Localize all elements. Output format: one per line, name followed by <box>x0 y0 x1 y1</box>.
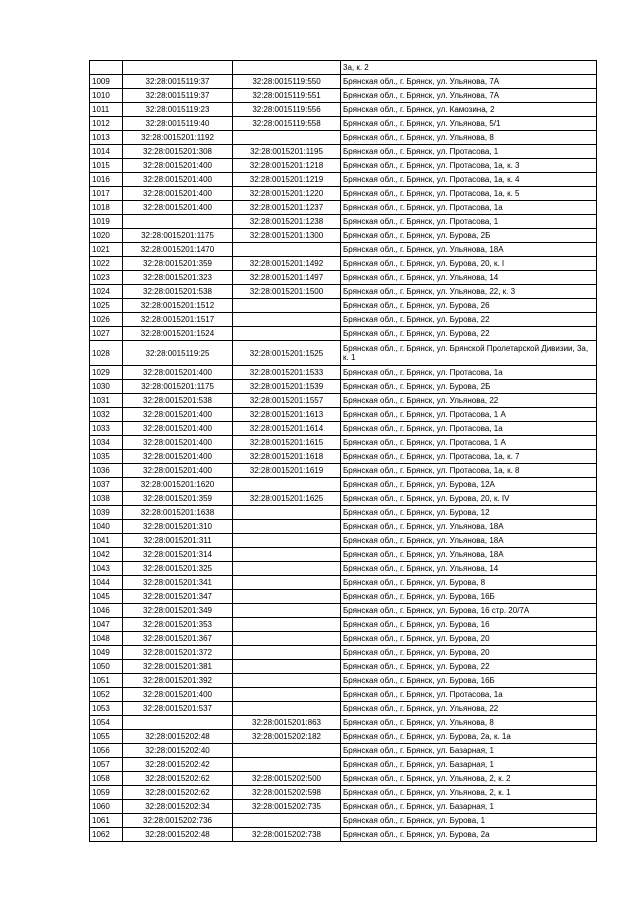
parcel-number-cell: 32:28:0015201:359 <box>123 257 233 271</box>
table-row <box>90 201 597 215</box>
parcel-number-cell: 32:28:0015202:62 <box>123 772 233 786</box>
address-cell: Брянская обл., г. Брянск, ул. Протасова, 1 А <box>341 408 597 422</box>
address-cell: Брянская обл., г. Брянск, ул. Протасова, 1а, к. 4 <box>341 173 597 187</box>
parcel-number-cell: 32:28:0015201:1175 <box>123 380 233 394</box>
parcel-number-cell <box>123 215 233 229</box>
building-number-cell <box>233 478 341 492</box>
row-number-cell: 1034 <box>90 436 123 450</box>
row-number-cell: 1027 <box>90 327 123 341</box>
row-number-cell: 1015 <box>90 159 123 173</box>
table-row <box>90 618 597 632</box>
parcel-number-cell: 32:28:0015201:349 <box>123 604 233 618</box>
row-number-cell: 1057 <box>90 758 123 772</box>
building-number-cell <box>233 327 341 341</box>
building-number-cell: 32:28:0015202:598 <box>233 786 341 800</box>
building-number-cell <box>233 299 341 313</box>
parcel-number-cell: 32:28:0015202:40 <box>123 744 233 758</box>
building-number-cell <box>233 688 341 702</box>
parcel-number-cell: 32:28:0015201:359 <box>123 492 233 506</box>
row-number-cell: 1039 <box>90 506 123 520</box>
building-number-cell <box>233 814 341 828</box>
building-number-cell: 32:28:0015202:735 <box>233 800 341 814</box>
parcel-number-cell: 32:28:0015201:538 <box>123 285 233 299</box>
building-number-cell <box>233 604 341 618</box>
address-cell: Брянская обл., г. Брянск, ул. Ульянова, 18А <box>341 520 597 534</box>
parcel-number-cell: 32:28:0015202:42 <box>123 758 233 772</box>
address-cell: Брянская обл., г. Брянск, ул. Бурова, 22 <box>341 313 597 327</box>
table-row <box>90 520 597 534</box>
row-number-cell: 1011 <box>90 103 123 117</box>
address-cell: Брянская обл., г. Брянск, ул. Протасова, 1 <box>341 215 597 229</box>
table-row <box>90 660 597 674</box>
parcel-number-cell: 32:28:0015201:1470 <box>123 243 233 257</box>
table-row <box>90 341 597 366</box>
row-number-cell: 1019 <box>90 215 123 229</box>
table-row <box>90 394 597 408</box>
row-number-cell: 1053 <box>90 702 123 716</box>
parcel-number-cell: 32:28:0015119:37 <box>123 75 233 89</box>
building-number-cell: 32:28:0015201:1195 <box>233 145 341 159</box>
building-number-cell: 32:28:0015201:1539 <box>233 380 341 394</box>
building-number-cell: 32:28:0015201:1300 <box>233 229 341 243</box>
table-body <box>90 61 597 842</box>
row-number-cell: 1062 <box>90 828 123 842</box>
building-number-cell <box>233 313 341 327</box>
building-number-cell <box>233 576 341 590</box>
address-cell: Брянская обл., г. Брянск, ул. Бурова, 20, к. I <box>341 257 597 271</box>
table-row <box>90 117 597 131</box>
parcel-number-cell: 32:28:0015201:1192 <box>123 131 233 145</box>
building-number-cell: 32:28:0015201:1614 <box>233 422 341 436</box>
parcel-number-cell: 32:28:0015202:736 <box>123 814 233 828</box>
parcel-number-cell: 32:28:0015201:392 <box>123 674 233 688</box>
building-number-cell <box>233 61 341 75</box>
row-number-cell: 1061 <box>90 814 123 828</box>
building-number-cell: 32:28:0015119:556 <box>233 103 341 117</box>
address-cell: Брянская обл., г. Брянск, ул. Брянской Пролетарской Дивизии, 3а, к. 1 <box>341 341 597 366</box>
row-number-cell: 1044 <box>90 576 123 590</box>
table-row <box>90 786 597 800</box>
row-number-cell: 1031 <box>90 394 123 408</box>
row-number-cell: 1016 <box>90 173 123 187</box>
building-number-cell <box>233 702 341 716</box>
parcel-number-cell: 32:28:0015201:310 <box>123 520 233 534</box>
address-cell: Брянская обл., г. Брянск, ул. Бурова, 22 <box>341 660 597 674</box>
table-row <box>90 145 597 159</box>
address-cell: Брянская обл., г. Брянск, ул. Протасова, 1а, к. 7 <box>341 450 597 464</box>
table-row <box>90 716 597 730</box>
building-number-cell <box>233 758 341 772</box>
building-number-cell: 32:28:0015202:182 <box>233 730 341 744</box>
parcel-number-cell: 32:28:0015201:1620 <box>123 478 233 492</box>
parcel-number-cell: 32:28:0015201:325 <box>123 562 233 576</box>
table-row <box>90 604 597 618</box>
address-cell: Брянская обл., г. Брянск, ул. Бурова, 22 <box>341 327 597 341</box>
address-cell: Брянская обл., г. Брянск, ул. Базарная, 1 <box>341 800 597 814</box>
table-row <box>90 590 597 604</box>
building-number-cell: 32:28:0015201:1525 <box>233 341 341 366</box>
row-number-cell: 1013 <box>90 131 123 145</box>
parcel-number-cell: 32:28:0015201:400 <box>123 450 233 464</box>
building-number-cell: 32:28:0015201:1497 <box>233 271 341 285</box>
table-row <box>90 89 597 103</box>
parcel-number-cell <box>123 716 233 730</box>
property-table <box>89 60 597 842</box>
parcel-number-cell: 32:28:0015201:1524 <box>123 327 233 341</box>
row-number-cell: 1025 <box>90 299 123 313</box>
table-row <box>90 422 597 436</box>
building-number-cell <box>233 131 341 145</box>
address-cell: Брянская обл., г. Брянск, ул. Бурова, 2Б <box>341 380 597 394</box>
building-number-cell <box>233 520 341 534</box>
building-number-cell <box>233 660 341 674</box>
table-row <box>90 478 597 492</box>
table-row <box>90 744 597 758</box>
building-number-cell: 32:28:0015201:1500 <box>233 285 341 299</box>
building-number-cell <box>233 534 341 548</box>
row-number-cell: 1028 <box>90 341 123 366</box>
address-cell: Брянская обл., г. Брянск, ул. Ульянова, 7А <box>341 75 597 89</box>
building-number-cell <box>233 548 341 562</box>
parcel-number-cell: 32:28:0015119:37 <box>123 89 233 103</box>
parcel-number-cell: 32:28:0015201:381 <box>123 660 233 674</box>
parcel-number-cell: 32:28:0015119:40 <box>123 117 233 131</box>
building-number-cell <box>233 562 341 576</box>
address-cell: Брянская обл., г. Брянск, ул. Протасова, 1а <box>341 422 597 436</box>
row-number-cell: 1040 <box>90 520 123 534</box>
table-row <box>90 492 597 506</box>
row-number-cell: 1026 <box>90 313 123 327</box>
table-row <box>90 632 597 646</box>
parcel-number-cell: 32:28:0015201:367 <box>123 632 233 646</box>
table-row <box>90 800 597 814</box>
building-number-cell <box>233 618 341 632</box>
parcel-number-cell: 32:28:0015201:400 <box>123 173 233 187</box>
building-number-cell: 32:28:0015119:558 <box>233 117 341 131</box>
parcel-number-cell: 32:28:0015201:537 <box>123 702 233 716</box>
address-cell: Брянская обл., г. Брянск, ул. Ульянова, 5/1 <box>341 117 597 131</box>
table-row <box>90 285 597 299</box>
address-cell: Брянская обл., г. Брянск, ул. Бурова, 16Б <box>341 590 597 604</box>
table-row <box>90 103 597 117</box>
building-number-cell: 32:28:0015201:1492 <box>233 257 341 271</box>
table-row <box>90 215 597 229</box>
table-row <box>90 436 597 450</box>
address-cell: Брянская обл., г. Брянск, ул. Протасова, 1а <box>341 688 597 702</box>
table-row <box>90 243 597 257</box>
parcel-number-cell: 32:28:0015202:48 <box>123 730 233 744</box>
parcel-number-cell: 32:28:0015201:400 <box>123 187 233 201</box>
address-cell: Брянская обл., г. Брянск, ул. Базарная, 1 <box>341 758 597 772</box>
parcel-number-cell <box>123 61 233 75</box>
row-number-cell: 1050 <box>90 660 123 674</box>
parcel-number-cell: 32:28:0015201:1517 <box>123 313 233 327</box>
building-number-cell: 32:28:0015201:1238 <box>233 215 341 229</box>
row-number-cell: 1020 <box>90 229 123 243</box>
building-number-cell: 32:28:0015201:1618 <box>233 450 341 464</box>
table-row <box>90 327 597 341</box>
address-cell: Брянская обл., г. Брянск, ул. Ульянова, 14 <box>341 562 597 576</box>
address-cell: Брянская обл., г. Брянск, ул. Ульянова, 18А <box>341 534 597 548</box>
parcel-number-cell: 32:28:0015202:62 <box>123 786 233 800</box>
table-row <box>90 814 597 828</box>
row-number-cell: 1054 <box>90 716 123 730</box>
table-row <box>90 562 597 576</box>
building-number-cell: 32:28:0015119:550 <box>233 75 341 89</box>
address-cell: Брянская обл., г. Брянск, ул. Бурова, 20, к. IV <box>341 492 597 506</box>
row-number-cell: 1029 <box>90 366 123 380</box>
address-cell: Брянская обл., г. Брянск, ул. Бурова, 2а <box>341 828 597 842</box>
row-number-cell: 1024 <box>90 285 123 299</box>
building-number-cell: 32:28:0015201:1613 <box>233 408 341 422</box>
building-number-cell <box>233 744 341 758</box>
parcel-number-cell: 32:28:0015201:400 <box>123 688 233 702</box>
parcel-number-cell: 32:28:0015201:400 <box>123 366 233 380</box>
row-number-cell: 1012 <box>90 117 123 131</box>
address-cell: Брянская обл., г. Брянск, ул. Протасова, 1а <box>341 201 597 215</box>
table-row <box>90 772 597 786</box>
parcel-number-cell: 32:28:0015202:48 <box>123 828 233 842</box>
building-number-cell: 32:28:0015201:1218 <box>233 159 341 173</box>
row-number-cell: 1009 <box>90 75 123 89</box>
address-cell: Брянская обл., г. Брянск, ул. Бурова, 16 <box>341 618 597 632</box>
table-row <box>90 548 597 562</box>
parcel-number-cell: 32:28:0015201:400 <box>123 422 233 436</box>
address-cell: Брянская обл., г. Брянск, ул. Бурова, 12 <box>341 506 597 520</box>
building-number-cell <box>233 632 341 646</box>
parcel-number-cell: 32:28:0015201:347 <box>123 590 233 604</box>
row-number-cell: 1038 <box>90 492 123 506</box>
address-cell: Брянская обл., г. Брянск, ул. Протасова, 1а, к. 5 <box>341 187 597 201</box>
building-number-cell: 32:28:0015202:500 <box>233 772 341 786</box>
table-row <box>90 271 597 285</box>
row-number-cell <box>90 61 123 75</box>
address-cell: Брянская обл., г. Брянск, ул. Бурова, 16 стр. 20/7А <box>341 604 597 618</box>
row-number-cell: 1059 <box>90 786 123 800</box>
table-row <box>90 159 597 173</box>
row-number-cell: 1030 <box>90 380 123 394</box>
parcel-number-cell: 32:28:0015201:308 <box>123 145 233 159</box>
building-number-cell: 32:28:0015201:863 <box>233 716 341 730</box>
row-number-cell: 1056 <box>90 744 123 758</box>
parcel-number-cell: 32:28:0015201:400 <box>123 408 233 422</box>
building-number-cell: 32:28:0015201:1557 <box>233 394 341 408</box>
parcel-number-cell: 32:28:0015119:25 <box>123 341 233 366</box>
address-cell: Брянская обл., г. Брянск, ул. Бурова, 20 <box>341 646 597 660</box>
table-row <box>90 828 597 842</box>
parcel-number-cell: 32:28:0015201:400 <box>123 159 233 173</box>
table-row <box>90 646 597 660</box>
table-row <box>90 674 597 688</box>
row-number-cell: 1045 <box>90 590 123 604</box>
address-cell: Брянская обл., г. Брянск, ул. Ульянова, 22 <box>341 702 597 716</box>
row-number-cell: 1035 <box>90 450 123 464</box>
building-number-cell <box>233 506 341 520</box>
table-row <box>90 173 597 187</box>
table-row <box>90 257 597 271</box>
building-number-cell: 32:28:0015201:1219 <box>233 173 341 187</box>
table-row <box>90 131 597 145</box>
parcel-number-cell: 32:28:0015201:400 <box>123 464 233 478</box>
address-cell: Брянская обл., г. Брянск, ул. Ульянова, 2, к. 1 <box>341 786 597 800</box>
address-cell: Брянская обл., г. Брянск, ул. Ульянова, 22 <box>341 394 597 408</box>
address-cell: Брянская обл., г. Брянск, ул. Протасова, 1а, к. 3 <box>341 159 597 173</box>
table-row <box>90 450 597 464</box>
table-row <box>90 702 597 716</box>
address-cell: Брянская обл., г. Брянск, ул. Бурова, 2а, к. 1а <box>341 730 597 744</box>
table-row <box>90 506 597 520</box>
table-row <box>90 464 597 478</box>
building-number-cell: 32:28:0015201:1220 <box>233 187 341 201</box>
table-row <box>90 534 597 548</box>
parcel-number-cell: 32:28:0015201:353 <box>123 618 233 632</box>
row-number-cell: 1033 <box>90 422 123 436</box>
table-row <box>90 408 597 422</box>
table-row <box>90 758 597 772</box>
row-number-cell: 1051 <box>90 674 123 688</box>
row-number-cell: 1018 <box>90 201 123 215</box>
address-cell: Брянская обл., г. Брянск, ул. Протасова, 1а, к. 8 <box>341 464 597 478</box>
table-row <box>90 299 597 313</box>
row-number-cell: 1047 <box>90 618 123 632</box>
table-row <box>90 229 597 243</box>
parcel-number-cell: 32:28:0015201:538 <box>123 394 233 408</box>
address-cell: Брянская обл., г. Брянск, ул. Ульянова, 22, к. 3 <box>341 285 597 299</box>
table-row <box>90 576 597 590</box>
parcel-number-cell: 32:28:0015201:1638 <box>123 506 233 520</box>
address-cell: Брянская обл., г. Брянск, ул. Бурова, 1 <box>341 814 597 828</box>
parcel-number-cell: 32:28:0015201:311 <box>123 534 233 548</box>
address-cell: Брянская обл., г. Брянск, ул. Бурова, 16Б <box>341 674 597 688</box>
address-cell: Брянская обл., г. Брянск, ул. Протасова, 1а <box>341 366 597 380</box>
row-number-cell: 1010 <box>90 89 123 103</box>
table-row <box>90 380 597 394</box>
address-cell: Брянская обл., г. Брянск, ул. Бурова, 12А <box>341 478 597 492</box>
parcel-number-cell: 32:28:0015201:372 <box>123 646 233 660</box>
row-number-cell: 1036 <box>90 464 123 478</box>
row-number-cell: 1042 <box>90 548 123 562</box>
address-cell: Брянская обл., г. Брянск, ул. Ульянова, 14 <box>341 271 597 285</box>
building-number-cell: 32:28:0015201:1237 <box>233 201 341 215</box>
building-number-cell: 32:28:0015201:1615 <box>233 436 341 450</box>
row-number-cell: 1014 <box>90 145 123 159</box>
row-number-cell: 1046 <box>90 604 123 618</box>
building-number-cell: 32:28:0015201:1619 <box>233 464 341 478</box>
address-cell: 3а, к. 2 <box>341 61 597 75</box>
parcel-number-cell: 32:28:0015201:323 <box>123 271 233 285</box>
address-cell: Брянская обл., г. Брянск, ул. Бурова, 2Б <box>341 229 597 243</box>
row-number-cell: 1060 <box>90 800 123 814</box>
row-number-cell: 1032 <box>90 408 123 422</box>
address-cell: Брянская обл., г. Брянск, ул. Бурова, 8 <box>341 576 597 590</box>
row-number-cell: 1022 <box>90 257 123 271</box>
building-number-cell <box>233 243 341 257</box>
table-row <box>90 61 597 75</box>
building-number-cell: 32:28:0015201:1533 <box>233 366 341 380</box>
table-row <box>90 313 597 327</box>
row-number-cell: 1041 <box>90 534 123 548</box>
row-number-cell: 1017 <box>90 187 123 201</box>
table-row <box>90 366 597 380</box>
parcel-number-cell: 32:28:0015119:23 <box>123 103 233 117</box>
row-number-cell: 1058 <box>90 772 123 786</box>
table-row <box>90 730 597 744</box>
parcel-number-cell: 32:28:0015201:400 <box>123 436 233 450</box>
table-row <box>90 187 597 201</box>
address-cell: Брянская обл., г. Брянск, ул. Бурова, 20 <box>341 632 597 646</box>
address-cell: Брянская обл., г. Брянск, ул. Ульянова, 8 <box>341 131 597 145</box>
address-cell: Брянская обл., г. Брянск, ул. Базарная, 1 <box>341 744 597 758</box>
row-number-cell: 1023 <box>90 271 123 285</box>
building-number-cell <box>233 674 341 688</box>
address-cell: Брянская обл., г. Брянск, ул. Ульянова, 7А <box>341 89 597 103</box>
parcel-number-cell: 32:28:0015201:314 <box>123 548 233 562</box>
row-number-cell: 1052 <box>90 688 123 702</box>
row-number-cell: 1043 <box>90 562 123 576</box>
parcel-number-cell: 32:28:0015201:341 <box>123 576 233 590</box>
table-row <box>90 688 597 702</box>
address-cell: Брянская обл., г. Брянск, ул. Бурова, 26 <box>341 299 597 313</box>
parcel-number-cell: 32:28:0015201:1175 <box>123 229 233 243</box>
address-cell: Брянская обл., г. Брянск, ул. Ульянова, 8 <box>341 716 597 730</box>
address-cell: Брянская обл., г. Брянск, ул. Ульянова, 18А <box>341 243 597 257</box>
row-number-cell: 1021 <box>90 243 123 257</box>
address-cell: Брянская обл., г. Брянск, ул. Ульянова, 2, к. 2 <box>341 772 597 786</box>
parcel-number-cell: 32:28:0015202:34 <box>123 800 233 814</box>
building-number-cell: 32:28:0015201:1625 <box>233 492 341 506</box>
building-number-cell: 32:28:0015202:738 <box>233 828 341 842</box>
address-cell: Брянская обл., г. Брянск, ул. Камозина, 2 <box>341 103 597 117</box>
row-number-cell: 1049 <box>90 646 123 660</box>
parcel-number-cell: 32:28:0015201:400 <box>123 201 233 215</box>
row-number-cell: 1055 <box>90 730 123 744</box>
parcel-number-cell: 32:28:0015201:1512 <box>123 299 233 313</box>
address-cell: Брянская обл., г. Брянск, ул. Протасова, 1 А <box>341 436 597 450</box>
building-number-cell: 32:28:0015119:551 <box>233 89 341 103</box>
address-cell: Брянская обл., г. Брянск, ул. Ульянова, 18А <box>341 548 597 562</box>
address-cell: Брянская обл., г. Брянск, ул. Протасова, 1 <box>341 145 597 159</box>
row-number-cell: 1037 <box>90 478 123 492</box>
row-number-cell: 1048 <box>90 632 123 646</box>
building-number-cell <box>233 646 341 660</box>
building-number-cell <box>233 590 341 604</box>
table-row <box>90 75 597 89</box>
